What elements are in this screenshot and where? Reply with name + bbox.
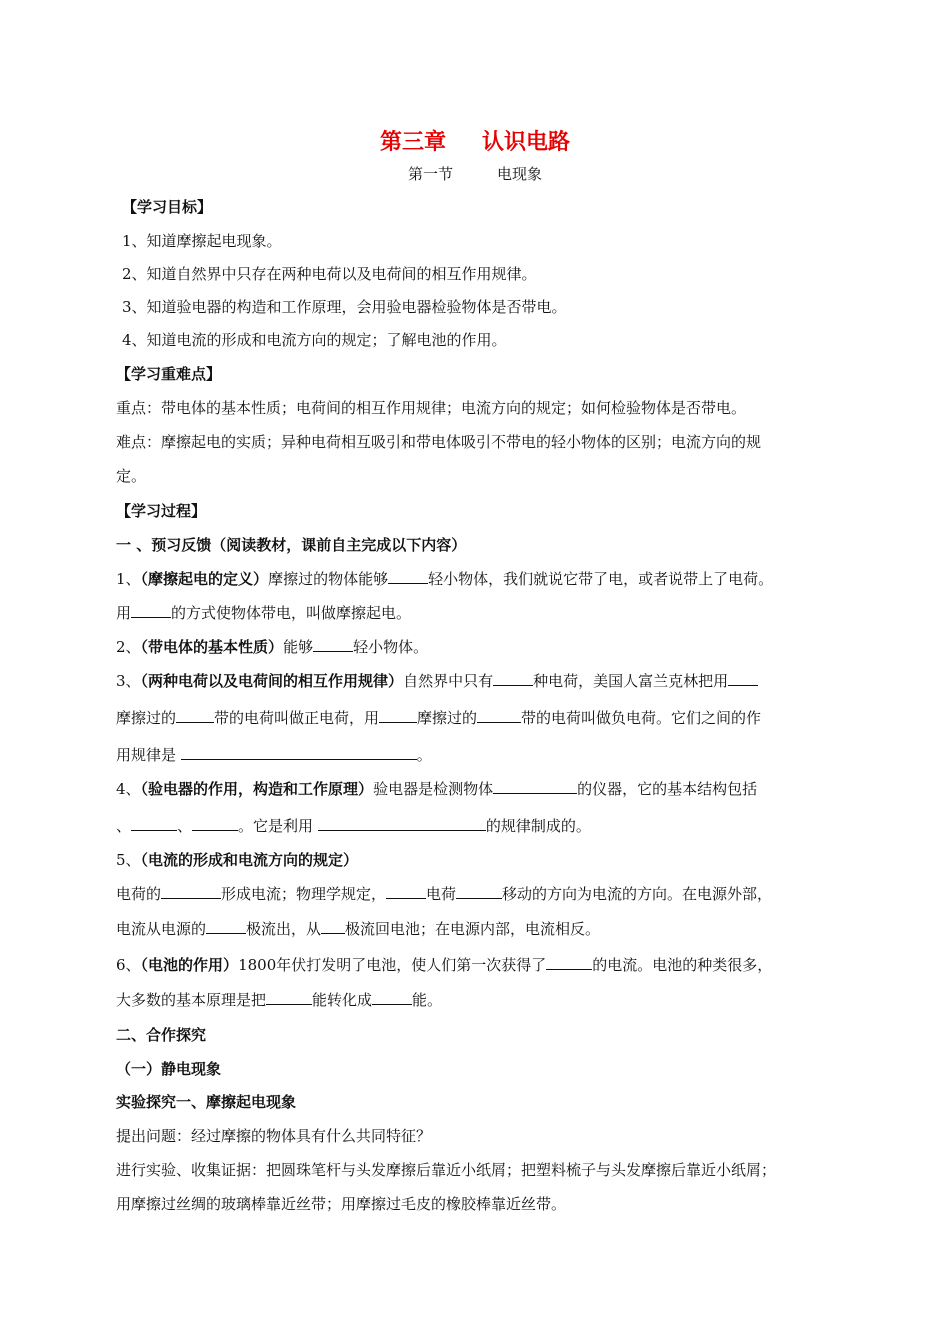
question-2: 2、（带电体的基本性质）能够 轻小物体。 [116, 638, 429, 656]
goals-heading: 【学习目标】 [122, 198, 213, 216]
answer-blank[interactable] [546, 955, 592, 970]
question-3: 3、（两种电荷以及电荷间的相互作用规律）自然界中只有 种电荷，美国人富兰克林把用 [116, 671, 850, 691]
section-title [0, 163, 950, 184]
goal-item: 3、知道验电器的构造和工作原理，会用验电器检验物体是否带电。 [122, 298, 567, 316]
question-1: 1、（摩擦起电的定义）摩擦过的物体能够 轻小物体，我们就说它带了电，或者说带上了电荷。 [116, 570, 774, 588]
goal-item: 1、知道摩擦起电现象。 [122, 232, 282, 250]
key-heading: 【学习重难点】 [116, 365, 222, 383]
answer-blank[interactable] [161, 884, 221, 899]
process-heading: 【学习过程】 [116, 502, 207, 520]
key-focus: 重点：带电体的基本性质；电荷间的相互作用规律；电流方向的规定；如何检验物体是否带电。 [116, 399, 747, 417]
answer-blank[interactable] [176, 708, 214, 723]
question-5-line2: 电流从电源的 极流出，从 极流回电池；在电源内部，电流相反。 [116, 920, 601, 938]
question-5-line1: 电荷的 形成电流；物理学规定， 电荷 移动的方向为电流的方向。在电源外部， [116, 885, 773, 903]
key-difficult-cont: 定。 [116, 467, 147, 485]
subsection-heading: （一）静电现象 [116, 1060, 222, 1078]
chapter-name: 认识电路 [482, 130, 571, 155]
experiment-question: 提出问题：经过摩擦的物体具有什么共同特征？ [116, 1127, 432, 1145]
answer-blank[interactable] [388, 569, 428, 584]
answer-blank[interactable] [386, 884, 426, 899]
answer-blank[interactable] [379, 708, 417, 723]
answer-blank[interactable] [321, 919, 345, 934]
chapter-number: 第三章 [379, 130, 446, 155]
section-name: 电现象 [497, 165, 543, 183]
answer-blank[interactable] [181, 745, 417, 760]
answer-blank[interactable] [493, 671, 533, 686]
answer-blank[interactable] [318, 816, 486, 831]
question-4-cont: 、 、 。它是利用 的规律制成的。 [116, 817, 591, 835]
answer-blank[interactable] [477, 708, 521, 723]
answer-blank[interactable] [131, 603, 171, 618]
answer-blank[interactable] [493, 779, 577, 794]
answer-blank[interactable] [456, 884, 502, 899]
question-1-cont: 用 的方式使物体带电，叫做摩擦起电。 [116, 604, 412, 622]
answer-blank[interactable] [728, 671, 758, 686]
part1-heading: 一 、预习反馈（阅读教材，课前自主完成以下内容） [116, 536, 467, 554]
chapter-title [0, 125, 950, 156]
goal-item: 4、知道电流的形成和电流方向的规定；了解电池的作用。 [122, 331, 507, 349]
answer-blank[interactable] [131, 816, 177, 831]
goal-item: 2、知道自然界中只存在两种电荷以及电荷间的相互作用规律。 [122, 265, 537, 283]
answer-blank[interactable] [206, 919, 246, 934]
question-3-rule: 用规律是 。 [116, 746, 432, 764]
question-6: 6、（电池的作用）1800年伏打发明了电池，使人们第一次获得了 的电流。电池的种类很多， [116, 956, 773, 974]
experiment-procedure: 进行实验、收集证据：把圆珠笔杆与头发摩擦后靠近小纸屑；把塑料梳子与头发摩擦后靠近小纸屑； [116, 1161, 777, 1179]
section-number: 第一节 [407, 165, 453, 183]
question-4: 4、（验电器的作用，构造和工作原理）验电器是检测物体 的仪器，它的基本结构包括 [116, 780, 758, 798]
key-difficult: 难点：摩擦起电的实质；异种电荷相互吸引和带电体吸引不带电的轻小物体的区别；电流方向的规 [116, 433, 762, 451]
answer-blank[interactable] [266, 990, 312, 1005]
experiment-heading: 实验探究一、摩擦起电现象 [116, 1093, 297, 1111]
answer-blank[interactable] [192, 816, 238, 831]
question-6-cont: 大多数的基本原理是把 能转化成 能。 [116, 991, 443, 1009]
question-3-cont: 摩擦过的 带的电荷叫做正电荷，用 摩擦过的 带的电荷叫做负电荷。它们之间的作 [116, 709, 762, 727]
answer-blank[interactable] [372, 990, 412, 1005]
part2-heading: 二、合作探究 [116, 1026, 207, 1044]
answer-blank[interactable] [313, 637, 353, 652]
experiment-procedure-cont: 用摩擦过丝绸的玻璃棒靠近丝带；用摩擦过毛皮的橡胶棒靠近丝带。 [116, 1195, 567, 1213]
question-5: 5、（电流的形成和电流方向的规定） [116, 851, 359, 869]
